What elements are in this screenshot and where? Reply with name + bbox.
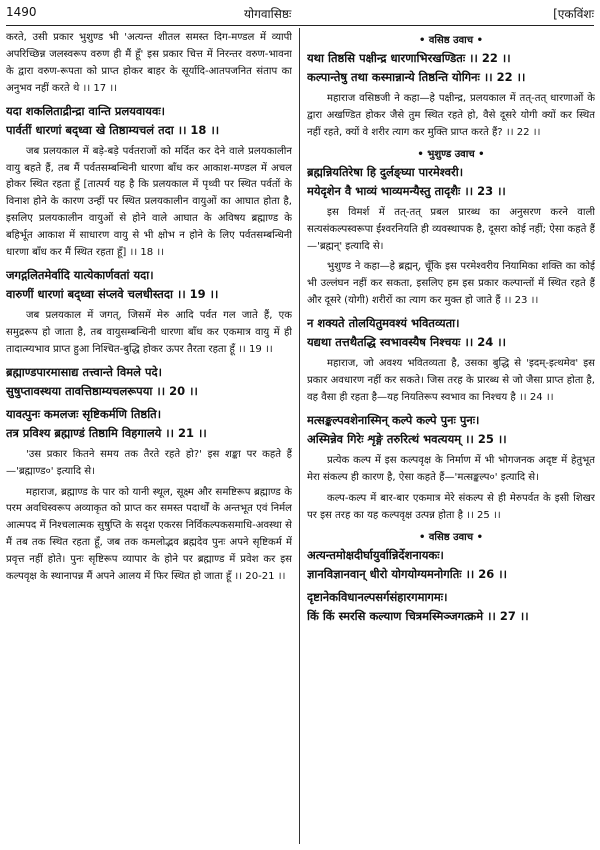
verse-line: किं किं स्मरसि कल्याण चित्रमस्मिञ्जगत्क्रमे ।। 27 ।। <box>307 608 529 623</box>
speaker-heading: • वसिष्ठ उवाच • <box>418 35 483 46</box>
verse-19 <box>6 266 292 304</box>
right-column <box>307 30 595 842</box>
commentary-paragraph: इस विमर्श में तत्-तत् प्रबल प्रारब्ध का अनुसरण करने वाली सत्यसंकल्पस्वरूपा ईश्वरनियति ही व्यवस्थापक है, दूसरा कोई नहीं; ऐसा कहते हैं—'ब्रह्मन्' इत्यादि से। <box>307 206 595 252</box>
speaker-heading: • वसिष्ठ उवाच • <box>418 531 483 543</box>
verse-line: अस्मिन्नेव गिरेः शृङ्गे तरुरित्थं भवत्ययम् ।। 25 ।। <box>307 431 507 446</box>
verse-21 <box>6 405 292 443</box>
verse-27 <box>307 588 595 626</box>
verse-line: सुषुप्तावस्थया तावत्तिष्ठाम्यचलरूपया ।। 20 ।। <box>6 383 198 398</box>
verse-line: कल्पान्तेषु तथा कस्मान्नान्ये तिष्ठन्ति योगिनः ।। 22 ।। <box>307 70 526 84</box>
verse-line: मयेदृशेन वै भाव्यं भाव्यमन्यैस्तु तादृशैः ।। 23 ।। <box>307 183 506 198</box>
commentary-paragraph: महाराज, ब्रह्माण्ड के पार को यानी स्थूल, सूक्ष्म और समष्टिरूप ब्रह्माण्ड के परम अवधिस्वरूप अव्याकृत को प्राप्त कर समस्त पदार्थों के अन्तभूत एवं निर्मल आत्मपद में निश्चलात्मक सुषुप्ति के सदृश एकरस निर्विकल्पकसमाधि-अवस्था से मैं तब तक स्थित रहता हूँ, जब तक कमलोद्भव ब्रह्मदेव पुनः अपने सृष्टिकर्म में प्रवृत्त नहीं होते। पुनः सृष्टिरूप व्यापार के होने पर ब्रह्माण्ड में प्रवेश कर इस कल्पवृक्ष के स्थानापन्न मैं अपने आलय में फिर स्थित हो जाता हूँ ।। 20-21 ।। <box>6 486 292 583</box>
verse-line: यावत्पुनः कमलजः सृष्टिकर्मणि तिष्ठति। <box>6 406 162 421</box>
commentary-paragraph: करते, उसी प्रकार भुशुण्ड भी 'अत्यन्त शीतल समस्त दिग-मण्डल में व्यापी अपरिच्छिन्न जलस्वरूप वरुण ही मैं हूँ' इस प्रकार चित्त में निरन्तर वरुण-भावना के द्वारा वरुण-रूपता को प्राप्त होकर बाहर के सूर्यादि-आतपजनित संताप का अनुभव नहीं करते थे ।। 17 ।। <box>6 32 292 94</box>
commentary-paragraph: कल्प-कल्प में बार-बार एकमात्र मेरे संकल्प से ही मेरुपर्वत के इसी शिखर पर इस तरह का यह कल्पवृक्ष उत्पन्न होता है ।। 25 ।। <box>307 492 595 521</box>
verse-line: दृष्टानेकविधानल्पसर्गसंहारगमागमः। <box>307 589 448 604</box>
commentary-paragraph: जब प्रलयकाल में बड़े-बड़े पर्वतराजों को मर्दित कर देने वाले प्रलयकालीन वायु बहते हैं, तब मैं पर्वतसम्बन्धिनी धारणा बाँध कर आकाश-मण्डल में अचल होकर स्थित रहता हूँ [तात्पर्य यह है कि प्रलयकाल में पृथ्वी पर स्थित पर्वतों के विनाश होने के कारण उन्हीं पर स्थित प्रलयकालीन वायुओं का आघात होता है, इसलिए प्रलयकालीन वायुओं से होने वाले आघात के अविषय ब्रह्माण्ड के बहिर्भूत आकाश में साधारण वायु से भी क्षोभ न होने के लिए पर्वतसम्बन्धिनी धारणा बाँध कर मैं स्थित रहता हूँ] ।। 18 ।। <box>6 145 292 259</box>
commentary-paragraph: प्रत्येक कल्प में इस कल्पवृक्ष के निर्माण में भी भोगजनक अदृष्ट में हेतुभूत मेरा संकल्प ही कारण है, ऐसा कहते हैं—'मत्सङ्कल्प०' इत्यादि से। <box>307 454 595 483</box>
column-divider <box>299 28 300 844</box>
verse-line: ब्रह्माण्डपारमासाद्य तत्त्वान्ते विमले पदे। <box>6 364 162 379</box>
commentary-paragraph: महाराज वसिष्ठजी ने कहा—हे पक्षीन्द्र, प्रलयकाल में तत्-तत् धारणाओं के द्वारा अखण्डित होकर जैसे तुम स्थित रहते हो, वैसे दूसरे योगी क्यों कर स्थित नहीं रहते, क्यों वे शरीर त्याग कर मुक्ति प्राप्त करते हैं? ।। 22 ।। <box>307 93 595 138</box>
verse-line: जगद्गलितमेर्वादि यात्येकार्णवतां यदा। <box>6 267 154 282</box>
page-header <box>6 3 594 23</box>
verse-24 <box>307 314 595 352</box>
verse-line: ब्रह्मन्नियतिरेषा हि दुर्लङ्घ्या पारमेश्वरी। <box>307 164 464 179</box>
commentary-paragraph: जब प्रलयकाल में जगत्, जिसमें मेरु आदि पर्वत गल जाते हैं, एक समुद्ररूप हो जाता है, तब वायुसम्बन्धिनी धारणा बाँध कर एकमात्र वायु में ही तादात्म्यभाव प्राप्त हुआ निश्चित-बुद्धि होकर ऊपर तैरता रहता हूँ ।। 19 ।। <box>6 309 292 355</box>
commentary-paragraph: महाराज, जो अवश्य भवितव्यता है, उसका बुद्धि से 'इदम्-इत्थमेव' इस प्रकार अवधारण नहीं कर सकते। जिस तरह के प्रारब्ध से जो जैसा प्राप्त होता है, वह वैसा ही रहता है—यह नियतिरूप स्वभाव का निश्चय है ।। 24 ।। <box>307 358 595 403</box>
commentary-paragraph: 'उस प्रकार कितने समय तक तैरते रहते हो?' इस शङ्का पर कहते हैं—'ब्रह्माण्ड०' इत्यादि से। <box>6 448 292 477</box>
verse-line: पार्वतीं धारणां बद्ध्वा खे तिष्ठाम्यचलं तदा ।। 18 ।। <box>6 122 220 137</box>
verse-line: तत्र प्रविश्य ब्रह्माण्डं तिष्ठामि विहगालये ।। 21 ।। <box>6 425 207 440</box>
book-title: योगवासिष्ठः <box>244 7 292 21</box>
verse-line: यदा शकलिताद्रीन्द्रा वान्ति प्रलयवायवः। <box>6 103 166 118</box>
verse-23 <box>307 163 595 201</box>
verse-18 <box>6 102 292 140</box>
verse-line: मत्सङ्कल्पवशेनास्मिन् कल्पे कल्पे पुनः पुनः। <box>307 412 480 427</box>
verse-line: ज्ञानविज्ञानवान् धीरो योगयोग्यमनोगतिः ।। 26 ।। <box>307 566 508 581</box>
verse-22 <box>307 49 595 87</box>
verse-26 <box>307 546 595 584</box>
speaker-heading: • भुशुण्ड उवाच • <box>417 148 485 160</box>
left-column <box>6 30 292 842</box>
verse-line: यथा तिष्ठसि पक्षीन्द्र धारणाभिरखण्डितः ।। 22 ।। <box>307 51 511 65</box>
verse-25 <box>307 411 595 449</box>
verse-line: अत्यन्तमोक्षदीर्घायुर्वान्निर्देशनायकः। <box>307 547 444 562</box>
verse-20 <box>6 363 292 401</box>
header-rule <box>6 25 594 26</box>
commentary-paragraph: भुशुण्ड ने कहा—हे ब्रह्मन्, चूँकि इस परमेश्वरीय नियामिका शक्ति का कोई भी उल्लंघन नहीं कर सकता, इसलिए हम इस प्रकार कल्पान्तों में स्थित रहते हैं और दूसरे (योगी) शरीरों का त्याग कर मुक्त हो जाते हैं ।। 23 ।। <box>307 261 595 307</box>
chapter-label: [एकविंशः <box>553 7 594 21</box>
page-number: 1490 <box>6 5 37 19</box>
verse-line: यद्यथा तत्तथैतद्धि स्वभावस्यैष निश्चयः ।। 24 ।। <box>307 335 506 350</box>
verse-line: वारुणीं धारणां बद्ध्वा संप्लवे चलधीस्तदा ।। 19 ।। <box>6 286 219 301</box>
verse-line: न शक्यते तोलयितुमवश्यं भवितव्यता। <box>307 316 460 331</box>
